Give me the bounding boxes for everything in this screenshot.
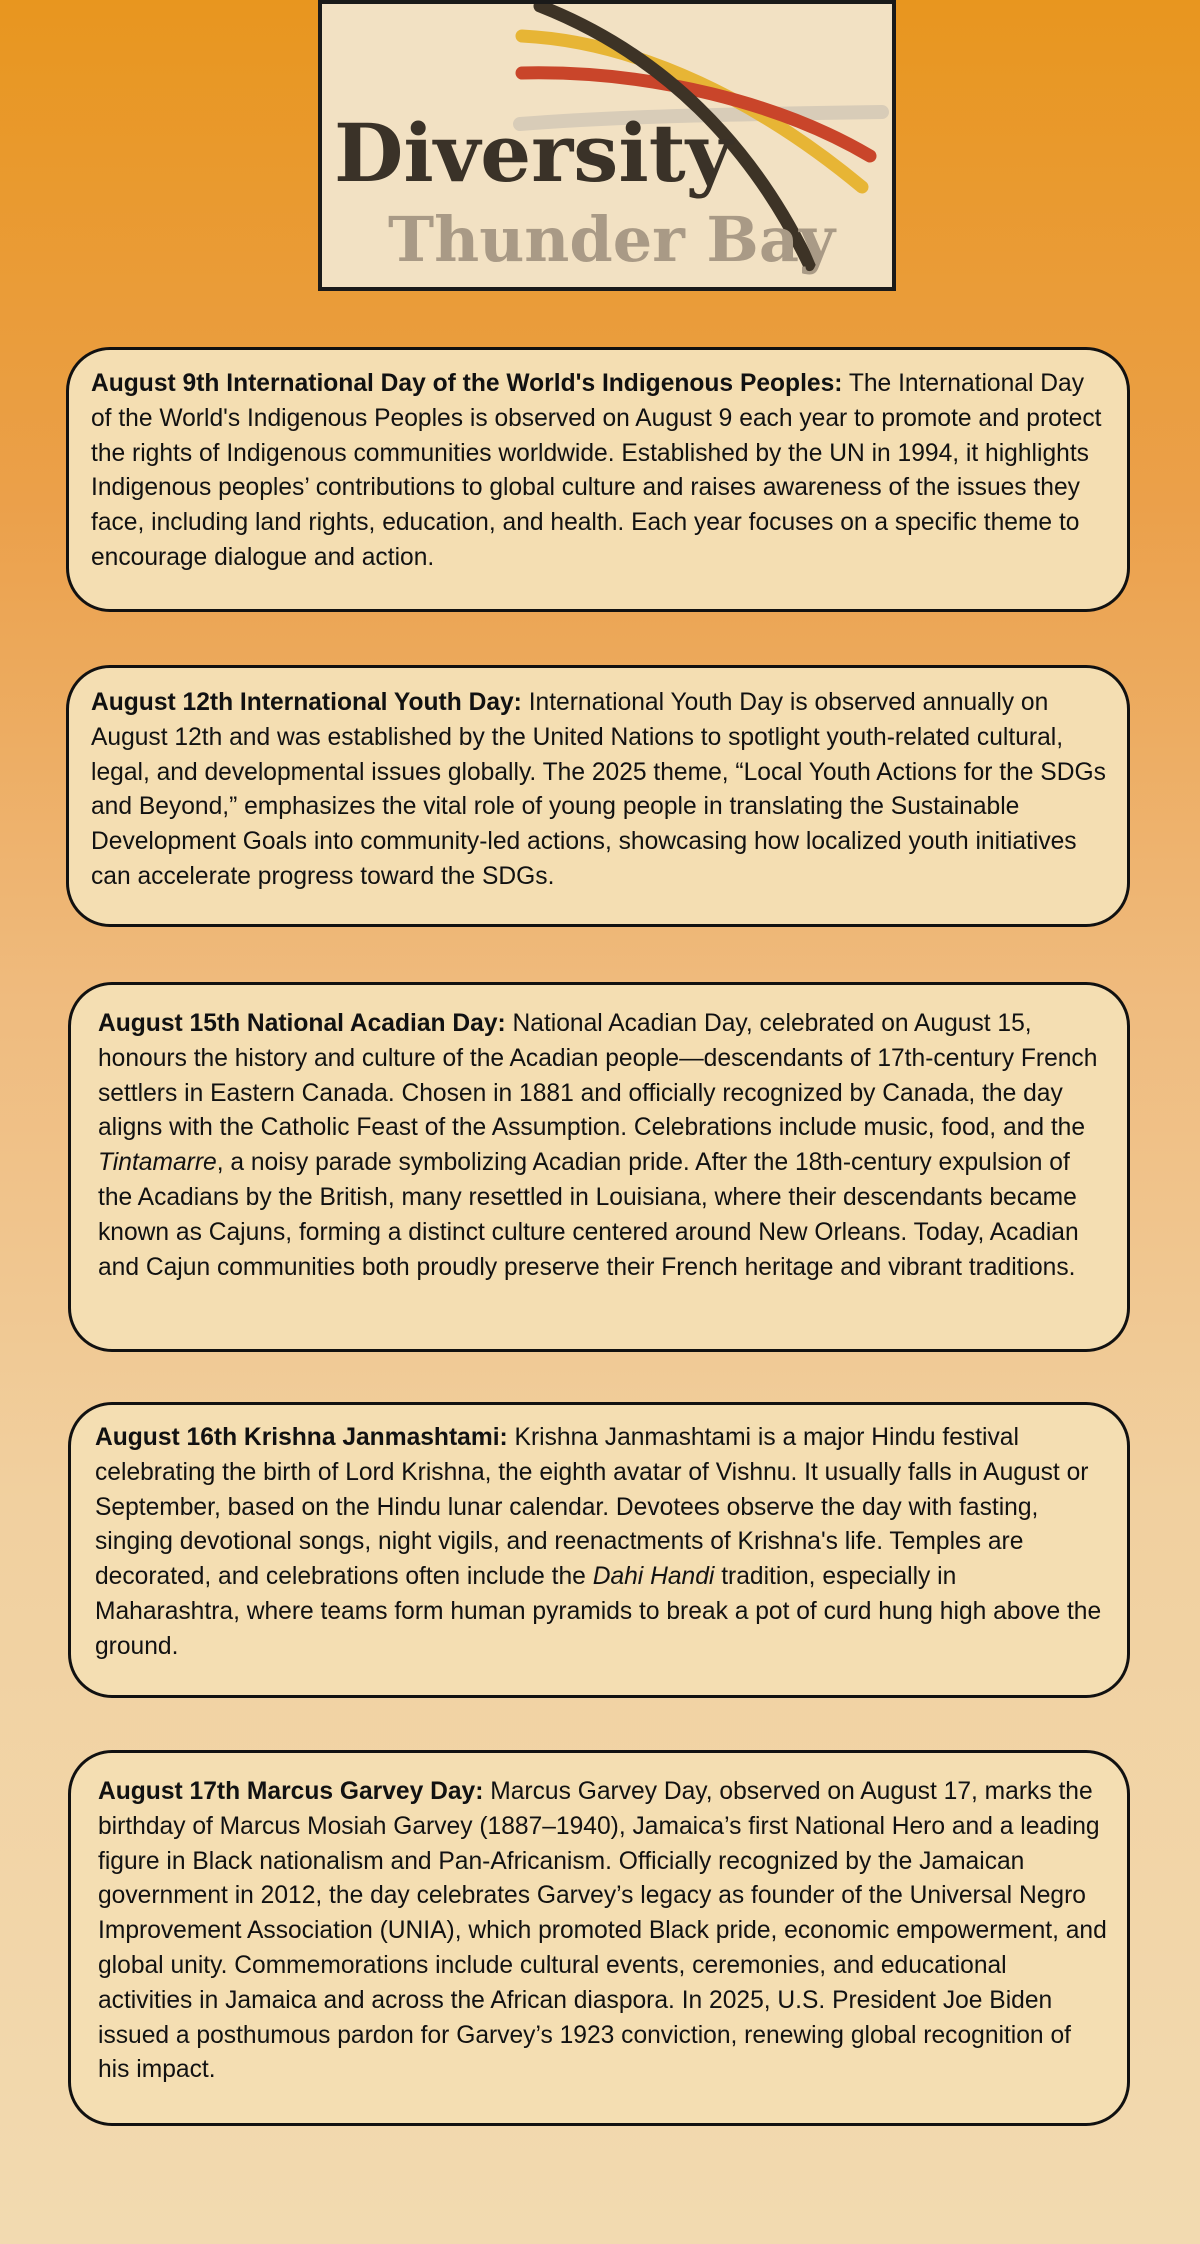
logo-graphic	[322, 4, 892, 287]
event-card-text	[91, 686, 1107, 895]
diversity-thunder-bay-logo	[318, 0, 896, 291]
event-card-marcus-garvey-day	[68, 1750, 1130, 2126]
event-card-text	[98, 1007, 1107, 1285]
event-card-national-acadian-day	[68, 982, 1130, 1352]
event-card-text	[98, 1775, 1107, 2088]
event-card-text	[95, 1421, 1107, 1665]
event-card-body-after: tradition, especially in Maharashtra, where teams form human pyramids to break a pot of curd hung high above the ground.	[95, 1563, 1102, 1660]
event-card-body: Marcus Garvey Day, observed on August 17, marks the birthday of Marcus Mosiah Garvey (1887–1940), Jamaica’s first National Hero and a leading figure in Black nationalism and Pan-Africanism. Officially recognized by the Jamaican government in 2012, the day celebrates Garvey’s legacy as founder of the Universal Negro Improvement Association (UNIA), which promoted Black pride, economic empowerment, and global unity. Commemorations include cultural events, ceremonies, and educational activities in Jamaica and across the African diaspora. In 2025, U.S. President Joe Biden issued a posthumous pardon for Garvey’s 1923 conviction, renewing global recognition of his impact.	[98, 1778, 1107, 2084]
event-card-body-before: National Acadian Day, celebrated on August 15, honours the history and culture of the Acadian people—descendants of 17th-century French settlers in Eastern Canada. Chosen in 1881 and officially recognized by Canada, the day aligns with the Catholic Feast of the Assumption. Celebrations include music, food, and the	[98, 1010, 1098, 1142]
event-card-text	[91, 367, 1107, 576]
event-card-heading: August 17th Marcus Garvey Day:	[98, 1778, 484, 1805]
event-card-indigenous-peoples-day	[66, 347, 1130, 612]
event-card-heading: August 12th International Youth Day:	[91, 689, 522, 716]
event-card-body: International Youth Day is observed annually on August 12th and was established by the United Nations to spotlight youth-related cultural, legal, and developmental issues globally. The 2025 theme, “Local Youth Actions for the SDGs and Beyond,” emphasizes the vital role of young people in translating the Sustainable Development Goals into community-led actions, showcasing how localized youth initiatives can accelerate progress toward the SDGs.	[91, 689, 1106, 890]
event-card-heading: August 9th International Day of the World's Indigenous Peoples:	[91, 370, 843, 397]
event-card-body-after: , a noisy parade symbolizing Acadian pride. After the 18th-century expulsion of the Acadians by the British, many resettled in Louisiana, where their descendants became known as Cajuns, forming a distinct culture centered around New Orleans. Today, Acadian and Cajun communities both proudly preserve their French heritage and vibrant traditions.	[98, 1149, 1079, 1281]
event-card-body-before: Krishna Janmashtami is a major Hindu festival celebrating the birth of Lord Krishna, the eighth avatar of Vishnu. It usually falls in August or September, based on the Hindu lunar calendar. Devotees observe the day with fasting, singing devotional songs, night vigils, and reenactments of Krishna's life. Temples are decorated, and celebrations often include the	[95, 1424, 1089, 1591]
event-card-heading: August 15th National Acadian Day:	[98, 1010, 506, 1037]
event-card-emphasis: Tintamarre	[98, 1149, 217, 1177]
event-card-heading: August 16th Krishna Janmashtami:	[95, 1424, 508, 1451]
event-card-krishna-janmashtami	[68, 1402, 1130, 1698]
event-card-international-youth-day	[66, 665, 1130, 927]
logo-text-thunder-bay: Thunder Bay	[388, 203, 836, 276]
event-card-body: The International Day of the World's Indigenous Peoples is observed on August 9 each year to promote and protect the rights of Indigenous communities worldwide. Established by the UN in 1994, it highlights Indigenous peoples’ contributions to global culture and raises awareness of the issues they face, including land rights, education, and health. Each year focuses on a specific theme to encourage dialogue and action.	[91, 370, 1102, 571]
logo-text-diversity: Diversity	[334, 106, 733, 200]
event-card-emphasis: Dahi Handi	[592, 1563, 715, 1591]
